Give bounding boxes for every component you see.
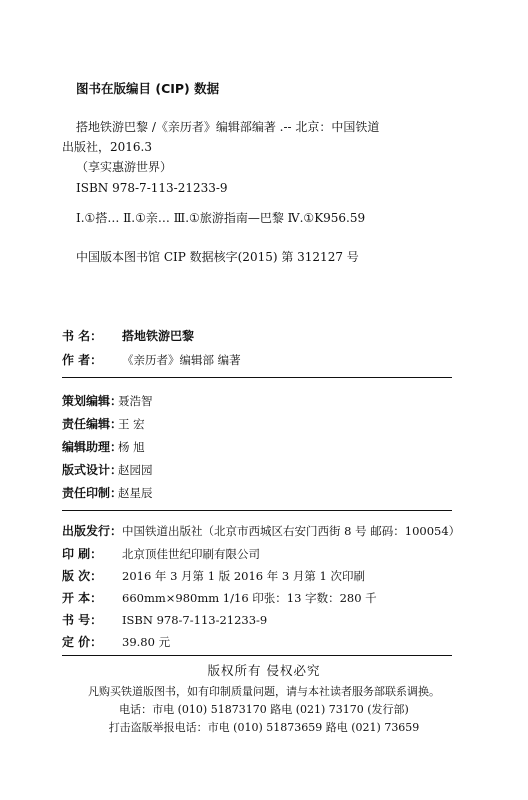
editor-label: 策划编辑： — [62, 394, 123, 408]
publish-row — [62, 633, 170, 650]
book-author: 《亲历者》编辑部 编著 — [122, 353, 241, 367]
book-title: 搭地铁游巴黎 — [122, 329, 195, 343]
publish-label: 印 刷： — [62, 547, 103, 561]
copyright-title: 版权所有 侵权必究 — [207, 663, 321, 678]
editor-row — [62, 438, 145, 455]
publish-label: 出版发行： — [62, 524, 123, 538]
editor-label: 责任印制： — [62, 486, 123, 500]
editor-label: 责任编辑： — [62, 417, 123, 431]
publish-label: 定 价： — [62, 635, 103, 649]
publish-row — [62, 567, 365, 584]
publish-row — [62, 611, 267, 628]
editor-value: 赵园园 — [118, 463, 153, 477]
cip-line-2: 出版社，2016.3 — [62, 140, 152, 154]
divider-3 — [62, 655, 452, 656]
copyright-notice: 凡购买铁道版图书，如有印制质量问题，请与本社读者服务部联系调换。 — [88, 685, 440, 698]
editor-label: 编辑助理： — [62, 440, 123, 454]
service-phone: 电话：市电 (010) 51873170 路电 (021) 73170 (发行部) — [119, 703, 409, 716]
cip-line-6: 中国版本图书馆 CIP 数据核字(2015) 第 312127 号 — [76, 250, 359, 264]
editor-value: 聂浩智 — [118, 394, 153, 408]
cip-line-4: ISBN 978-7-113-21233-9 — [76, 181, 228, 195]
publish-row — [62, 589, 377, 606]
editor-row — [62, 415, 145, 432]
publish-value: 39.80 元 — [122, 635, 171, 649]
divider-1 — [62, 377, 452, 378]
publish-label: 书 号： — [62, 613, 103, 627]
book-author-label: 作 者： — [62, 353, 103, 367]
editor-label: 版式设计： — [62, 463, 123, 477]
editor-value: 王 宏 — [118, 417, 145, 431]
publish-value: ISBN 978-7-113-21233-9 — [122, 613, 268, 627]
cip-line-1: 搭地铁游巴黎 /《亲历者》编辑部编著 .-- 北京：中国铁道 — [76, 120, 380, 134]
cip-line-5: Ⅰ.①搭… Ⅱ.①亲… Ⅲ.①旅游指南—巴黎 Ⅳ.①K956.59 — [76, 211, 366, 225]
cip-heading: 图书在版编目 (CIP) 数据 — [76, 81, 220, 96]
piracy-phone: 打击盗版举报电话：市电 (010) 51873659 路电 (021) 73659 — [108, 721, 420, 734]
publish-row — [62, 522, 460, 539]
editor-row — [62, 392, 153, 409]
publish-value: 中国铁道出版社（北京市西城区右安门西街 8 号 邮码：100054） — [122, 524, 461, 538]
publish-value: 2016 年 3 月第 1 版 2016 年 3 月第 1 次印刷 — [122, 569, 366, 583]
publish-value: 660mm×980mm 1/16 印张：13 字数：280 千 — [122, 591, 377, 605]
book-author-row — [62, 351, 241, 368]
publish-value: 北京顶佳世纪印刷有限公司 — [122, 547, 260, 561]
divider-2 — [62, 510, 452, 511]
cip-line-3: （享实惠游世界） — [76, 160, 173, 174]
book-title-row — [62, 327, 194, 344]
editor-value: 赵星辰 — [118, 486, 153, 500]
publish-label: 开 本： — [62, 591, 103, 605]
book-title-label: 书 名： — [62, 329, 103, 343]
publish-label: 版 次： — [62, 569, 103, 583]
editor-row — [62, 461, 153, 478]
editor-row — [62, 484, 153, 501]
publish-row — [62, 545, 260, 562]
editor-value: 杨 旭 — [118, 440, 145, 454]
